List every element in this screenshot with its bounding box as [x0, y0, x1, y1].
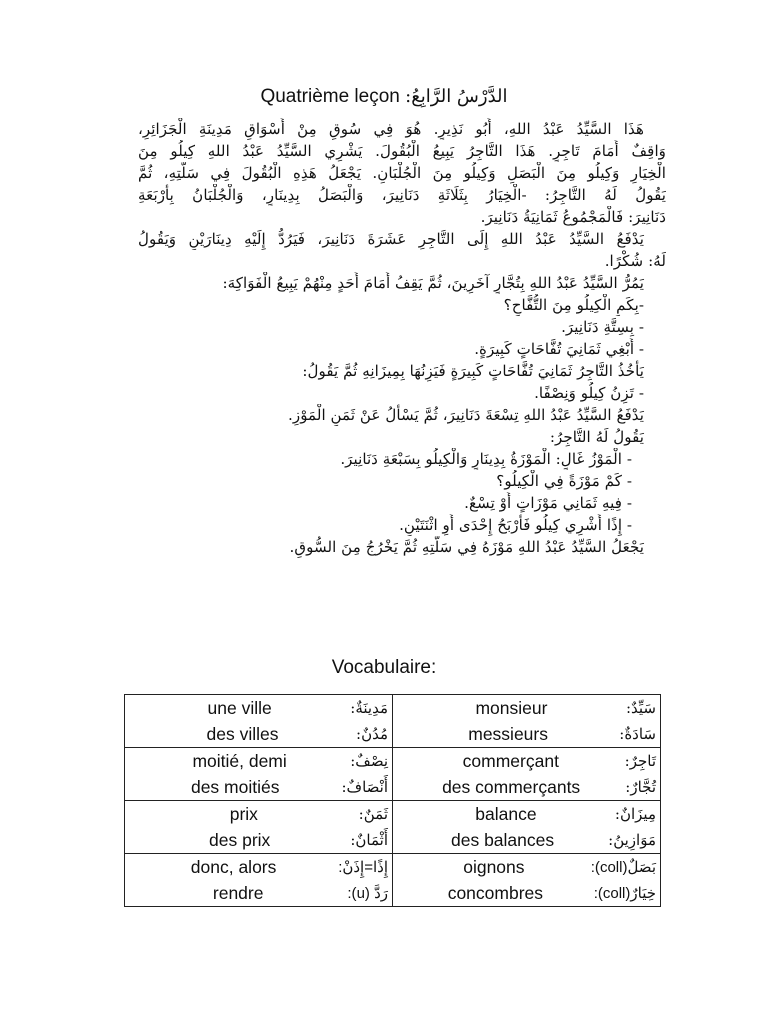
table-cell [125, 695, 393, 748]
lesson-title-fr: Quatrième leçon [260, 86, 400, 107]
text-line: -بِكَمِ الْكِيلُو مِنَ التُّفَّاحِ؟ [503, 296, 644, 314]
vocab-ar: رَدَّ (u): [347, 885, 388, 902]
vocab-ar: نِصْفٌ: [350, 752, 388, 770]
text-line: يَقُولُ لَهُ التَّاجِرُ: -الْخِيَارُ بِثَلَاثَةِ دَنَانِيرَ، وَالْبَصَلُ بِدِينَارٍ، وَالْجُلْبَانُ بِأَرْبَعَةِ [138, 186, 666, 204]
vocab-fr: balance [475, 803, 537, 824]
vocab-ar: ثَمَنٌ: [358, 805, 388, 823]
text-line: يَأْخُذُ التَّاجِرُ ثَمَانِيَ تُفَّاحَاتٍ كَبِيرَةٍ فَيَزِنُهَا بِمِيزَانِهِ ثُمَّ يَقُولُ: [302, 362, 644, 380]
table-row [125, 748, 661, 801]
vocab-fr: prix [229, 803, 258, 824]
vocab-fr: messieurs [468, 723, 548, 744]
lesson-title-ar: الدَّرْسُ الرَّابِعُ: [405, 86, 508, 107]
vocab-fr: moitié, demi [192, 750, 287, 771]
vocab-ar: أَنْصَافٌ: [341, 778, 388, 796]
text-line: - فِيهِ ثَمَانِي مَوْزَاتٍ أَوْ تِسْعٌ. [464, 494, 632, 512]
table-cell [125, 748, 393, 801]
table-cell [393, 748, 661, 801]
vocab-fr: rendre [212, 882, 264, 903]
lesson-title [0, 86, 768, 108]
text-line: يَقُولُ لَهُ التَّاجِرُ: [549, 428, 644, 446]
vocab-fr: des villes [206, 723, 279, 744]
text-line: دَنَانِيرَ: فَالْمَجْمُوعُ ثَمَانِيَةُ دَنَانِيرَ. [480, 208, 666, 226]
vocab-ar: مَدِينَةٌ: [350, 699, 388, 717]
text-line: - كَمْ مَوْزَةً فِي الْكِيلُو؟ [496, 472, 632, 490]
lesson-text [138, 118, 666, 558]
text-line: - تَزِنُ كِيلُو وَنِصْفًا. [534, 384, 644, 402]
vocab-ar: أَثْمَانٌ: [350, 831, 388, 849]
table-cell [393, 854, 661, 907]
vocab-ar: تُجَّارٌ: [625, 778, 656, 796]
vocabulary-table [124, 694, 661, 907]
vocab-fr: commerçant [462, 750, 559, 771]
vocab-fr: monsieur [475, 697, 548, 718]
table-cell [125, 854, 393, 907]
table-row [125, 854, 661, 907]
table-row [125, 695, 661, 748]
text-line: وَاقِفٌ أَمَامَ تَاجِرٍ. هَذَا التَّاجِرُ يَبِيعُ الْبُقُولَ. يَشْرِي السَّيِّدُ عَبْدُ اللهِ كِيلُو مِنَ [138, 142, 666, 160]
vocab-ar: سَادَةٌ: [619, 725, 656, 743]
text-line: لَهُ: شُكْرًا. [604, 252, 666, 270]
vocab-fr: des prix [209, 829, 271, 850]
vocab-ar: إِذًا=إِذَنْ: [338, 859, 388, 876]
vocab-ar: مِيزَانٌ: [614, 805, 656, 823]
vocab-ar: تَاجِرٌ: [624, 752, 656, 770]
vocabulary-title: Vocabulaire: [331, 657, 437, 678]
table-row [125, 801, 661, 854]
text-line: يَجْعَلُ السَّيِّدُ عَبْدُ اللهِ مَوْزَهُ فِي سَلَّتِهِ ثُمَّ يَخْرُجُ مِنَ السُّوقِ. [289, 538, 644, 556]
text-line: يَمُرُّ السَّيِّدُ عَبْدُ اللهِ بِتُجَّارٍ آخَرِينَ، ثُمَّ يَقِفُ أَمَامَ أَحَدٍ مِنْهُمْ يَبِيعُ الْفَوَاكِهَ: [222, 274, 644, 292]
text-line: - الْمَوْزُ غَالٍ: الْمَوْزَةُ بِدِينَارٍ وَالْكِيلُو بِسَبْعَةِ دَنَانِيرَ. [340, 450, 632, 468]
vocab-fr: une ville [207, 697, 272, 718]
text-line: يَدْفَعُ السَّيِّدُ عَبْدُ اللهِ تِسْعَةَ دَنَانِيرَ، ثُمَّ يَسْأَلُ عَنْ ثَمَنِ الْمَوْزِ. [288, 406, 644, 424]
vocab-fr: concombres [447, 882, 544, 903]
table-cell [393, 695, 661, 748]
vocab-fr: donc, alors [190, 856, 277, 877]
vocab-fr: des balances [451, 829, 555, 850]
text-line: يَدْفَعُ السَّيِّدُ عَبْدُ اللهِ إِلَى التَّاجِرِ عَشَرَةَ دَنَانِيرَ، فَيَرُدُّ إِلَيْهِ دِينَارَيْنِ وَيَقُولُ [138, 230, 644, 248]
vocab-fr: oignons [463, 856, 525, 877]
text-line: الْخِيَارِ وَكِيلُو مِنَ الْبَصَلِ وَكِيلُو مِنَ الْجُلْبَانِ. يَجْعَلُ هَذِهِ الْبُقُولَ فِي سَلَّتِهِ، ثُمَّ [138, 164, 666, 182]
vocab-ar: مُدُنٌ: [356, 725, 388, 743]
vocab-fr: des commerçants [442, 776, 581, 797]
vocab-fr: des moitiés [190, 776, 280, 797]
table-cell [393, 801, 661, 854]
vocab-ar: مَوَازِينُ: [608, 831, 656, 849]
vocab-ar: سَيِّدٌ: [625, 699, 656, 717]
text-line: - بِسِتَّةِ دَنَانِيرَ. [561, 318, 644, 336]
text-line: - إِذًا أَشْرِي كِيلُو فَأَرْبَحُ إِحْدَى أَوِ اثْنَتَيْنِ. [399, 516, 632, 534]
text-line: هَذَا السَّيِّدُ عَبْدُ اللهِ، أَبُو نَذِيرٍ. هُوَ فِي سُوقٍ مِنْ أَسْوَاقِ مَدِينَةِ الْجَزَائِرِ، [138, 120, 644, 138]
text-line: - أَبْغِي ثَمَانِيَ تُفَّاحَاتٍ كَبِيرَةٍ. [474, 340, 644, 358]
vocab-ar: خِيَارٌ(coll): [593, 885, 656, 902]
vocab-ar: بَصَلٌ(coll): [590, 859, 656, 876]
table-cell [125, 801, 393, 854]
